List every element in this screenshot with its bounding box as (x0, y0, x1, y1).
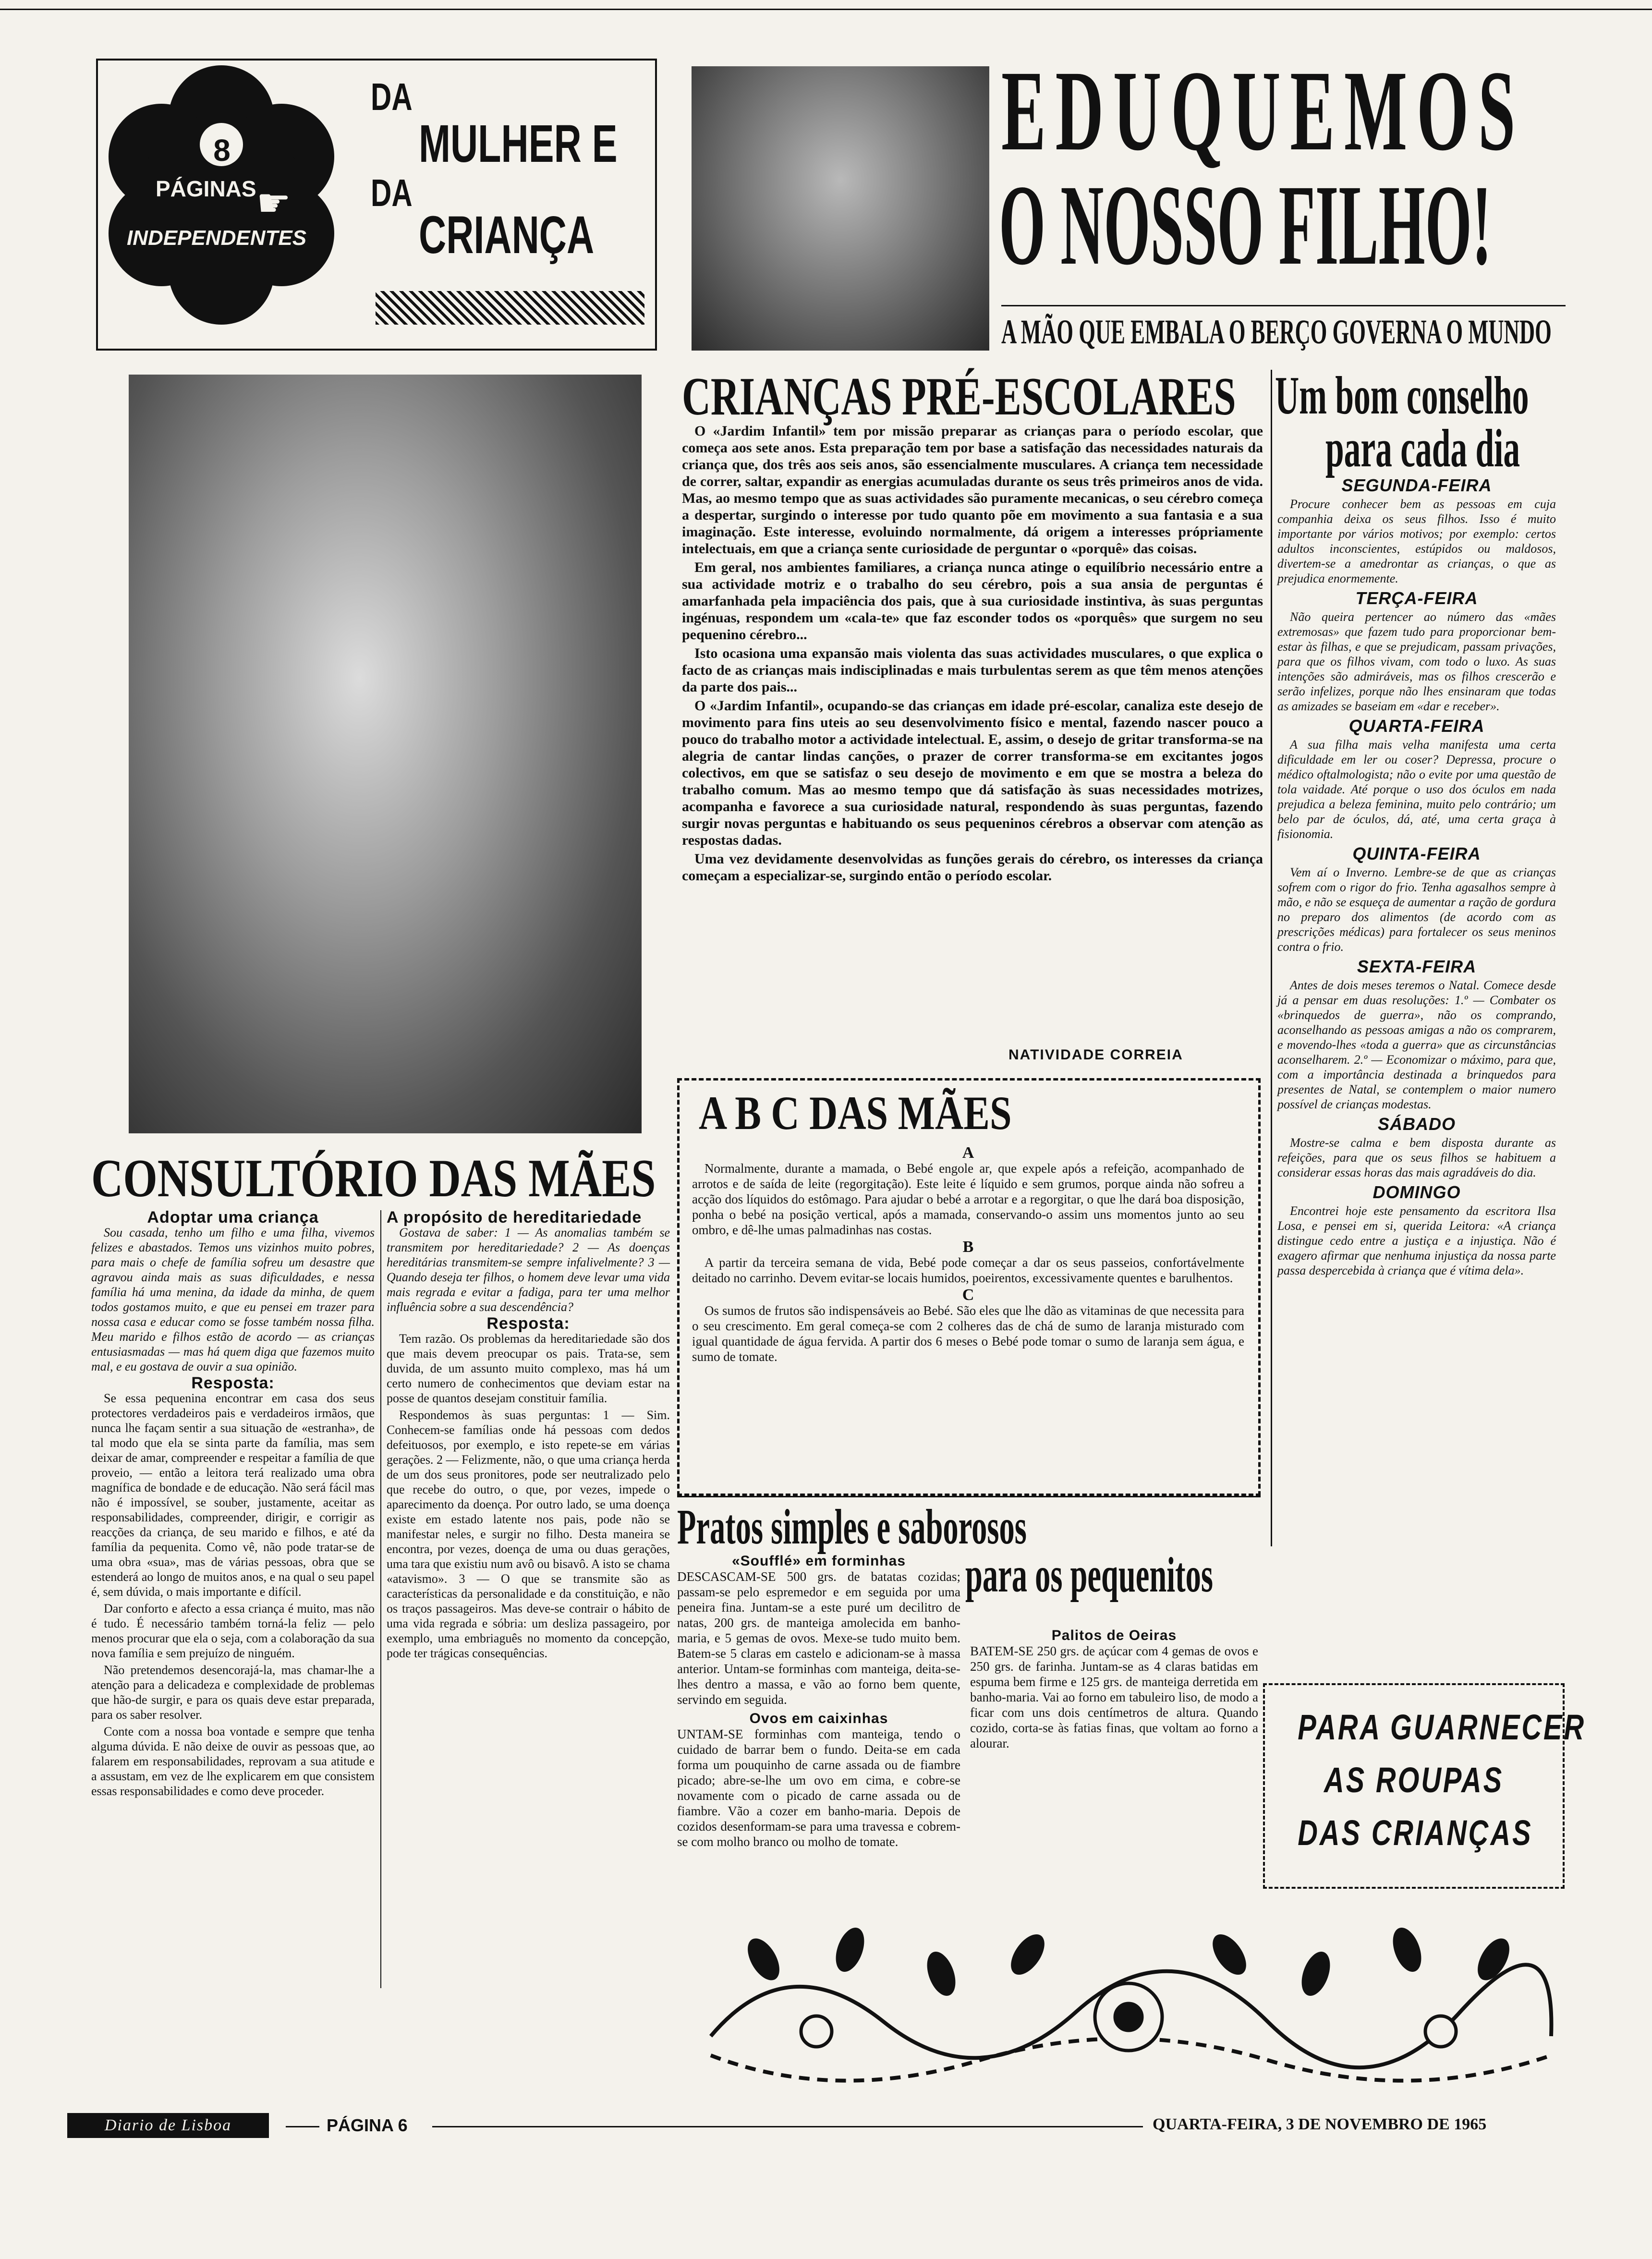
abc-paragraph: A partir da terceira semana de vida, Bebé pode começar a dar os seus passeios, confortávelmente deitado no carrinho. Devem evitar-se locais humidos, poeirentos, excessivamente quentes e barulhentos. (692, 1255, 1244, 1285)
consultorio-subheading: Adoptar uma criança (147, 1208, 319, 1227)
consultorio-answer: Conte com a nossa boa vontade e sempre que tenha alguma dúvida. E não deixe de ouvir as pessoas que, ao falarem em responsabilidades, reprovam a sua atitude e a assustam, em vez de lhe explicarem em que consistem essas responsabilidades e como deve proceder. (91, 1725, 375, 1798)
day-advice: Encontrei hoje este pensamento da escritora Ilsa Losa, e pensei em si, querida Leitora: «A criança distingue cedo entre a justiça e a injustiça. Não é exagero afirmar que nenhuma injustiça da nossa parte passa despercebida à criança que é vítima dela». (1277, 1204, 1556, 1277)
preescolares-paragraph: O «Jardim Infantil», ocupando-se das crianças em idade pré-escolar, canaliza este desejo de movimento para fins uteis ao seu desenvolvimento físico e mental, fazendo nascer pouco a pouco do trabalho motor a actividade intelectual. E, assim, o desejo de gritar transforma-se na alegria de cantar lindas canções, o prazer de correr transforma-se em excitantes jogos colectivos, em que se satisfaz o seu desejo de movimento e em que se mostra a beleza do trabalho comum. Mas ao mesmo tempo que dá satisfação às suas necessidades motrizes, acompanha e favorece a sua curiosidade natural, respondendo às suas perguntas, fazendo surgir novas perguntas e habituando os seus pequeninos cérebros a observar com atenção as respostas dadas. (682, 698, 1263, 848)
consultorio-divider (380, 1210, 381, 1988)
abc-body (692, 1145, 1244, 1366)
footer-rule (432, 2126, 1143, 2127)
consultorio-answer: Se essa pequenina encontrar em casa dos seus protectores verdadeiros pais e verdadeiros irmãos, que nunca lhe façam sentir a sua situação de «estranha», de tal modo que ela se sinta parte da família, mas sem deixar de amar, compreender e respeitar a família de que proveio, — então a leitora terá realizado uma obra magnífica de bondade e de educação. Não será fácil mas não é impossível, se souber, justamente, aceitar as responsabilidades, compreender, dirigir, e corrigir as reacções da criança, de seu marido e filhos, e até da família da pequenita. Como vê, não pode tratar-se de uma obra «sua», mas de várias pessoas, obra que se estenderá ao longo de muitos anos, e na qual o seu papel é, sem dúvida, o mais importante e difícil. (91, 1391, 375, 1599)
footer-date: QUARTA-FEIRA, 3 DE NOVEMBRO DE 1965 (1153, 2115, 1487, 2133)
pratos-col2 (970, 1628, 1258, 1753)
consultorio-answer: Dar conforto e afecto a essa criança é muito, mas não é tudo. É necessário também torná-la feliz — pelo menos procurar que ela o seja, com a colaboração da sua nova família e sem prejuízo de ninguém. (91, 1602, 375, 1660)
decorative-band (376, 291, 644, 325)
guarnecer-line1: PARA GUARNECER (1298, 1707, 1586, 1747)
abc-title: A B C DAS MÃES (699, 1086, 1012, 1140)
abc-box (677, 1078, 1261, 1496)
preescolares-title: CRIANÇAS PRÉ-ESCOLARES (682, 367, 1236, 426)
pointing-hand-icon: ☛ (256, 182, 291, 225)
consultorio-answer: Não pretendemos desencorajá-la, mas chamar-lhe a atenção para a delicadeza e complexidade de problemas que hão-de surgir, e para os quais deve estar preparada, para os saber resolver. (91, 1663, 375, 1722)
guarnecer-line3: DAS CRIANÇAS (1298, 1813, 1533, 1853)
preescolares-paragraph: O «Jardim Infantil» tem por missão preparar as crianças para o período escolar, que começa aos sete anos. Esta preparação tem por base a satisfação das necessidades naturais da criança que, dos três aos seis anos, são essencialmente musculares. A criança tem necessidade de correr, saltar, expandir as energias acumuladas durante os seus três primeiros anos de vida. Mas, ao mesmo tempo que as suas actividades são puramente mecanicas, o seu cérebro começa a despertar, surgindo o interesse por tudo quanto põe em movimento a sua fantasia e a sua imaginação. Este interesse, evoluindo normalmente, dá origem a interesses própriamente intelectuais, em que a criança sente curiosidade de perguntar o «porquê» das coisas. (682, 423, 1263, 557)
consultorio-title: CONSULTÓRIO DAS MÃES (91, 1149, 656, 1208)
recipe-title: «Soufflé» em forminhas (731, 1553, 906, 1569)
day-heading: TERÇA-FEIRA (1355, 588, 1478, 608)
day-advice: Mostre-se calma e bem disposta durante as refeições, para que os seus filhos se habituem a considerar essas horas das mais agradáveis do dia. (1277, 1136, 1556, 1179)
consultorio-letter: Gostava de saber: 1 — As anomalias também se transmitem por hereditariedade? 2 — As doenças hereditárias transmitem-se sempre infalivelmente? 3 — Quando deseja ter filhos, o homem deve levar uma vida mais regrada e evitar a fadiga, para ter uma melhor influência sobre a sua descendência? (387, 1226, 670, 1314)
portrait-photo-girl (129, 375, 642, 1133)
recipe-text: UNTAM-SE forminhas com manteiga, tendo o cuidado de barrar bem o fundo. Deita-se em cada forma um pouquinho de carne assada ou de fiambre picado; abre-se-lhe um ovo em cima, e cobre-se novamente com o picado de carne assada ou de fiambre. Vão a cozer em banho-maria. Depois de cozidos desenformam-se para uma travessa e cobrem-se com molho branco ou molho de tomate. (677, 1727, 960, 1849)
main-title-line1: EDUQUEMOS (1001, 47, 1525, 174)
section-title-da2: DA (371, 171, 413, 214)
consultorio-answer: Respondemos às suas perguntas: 1 — Sim. Conhecem-se famílias onde há pessoas com dedos defeituosos, por exemplo, e isto repete-se em várias gerações. 2 — Felizmente, não, o que uma criança herda de um dos seus pronitores, pode ser neutralizado pelo que recebe do outro, o que, por vezes, impede o aparecimento da doença. Por outro lado, se uma doença existe em estado latente nos pais, pode não se manifestar neles, e surgir no filho. Desta maneira se encontra, por vezes, doença de uma ou duas gerações, uma tara que existiu num avô ou bisavô. A isto se chama «atavismo». 3 — O que se transmite são as características da personalidade e da constituição, e não os traços passageiros. Mas deve-se contrair o hábito de uma vida regrada e sóbria: um desliza passageiro, por exemplo, uma embriaguês no momento da concepção, pode ter trágicas consequências. (387, 1408, 670, 1660)
footer-paper-name: Diario de Lisboa (67, 2113, 269, 2138)
badge-line2: INDEPENDENTES (127, 226, 307, 250)
subtitle-rule (1001, 305, 1566, 306)
day-heading: SÁBADO (1377, 1114, 1456, 1134)
conselho-title-1: Um bom conselho (1275, 366, 1529, 425)
recipe-text: DESCASCAM-SE 500 grs. de batatas cozidas; passam-se pelo espremedor e em seguida por uma peneira fina. Juntam-se a este puré um decilitro de natas, 200 grs. de manteiga amolecida em banho-maria, e 5 gemas de ovos. Mexe-se tudo muito bem. Batem-se 5 claras em castelo e adicionam-se à massa anterior. Untam-se forminhas com manteiga, deita-se-lhes dentro a massa, e vão ao forno bem quente, servindo em seguida. (677, 1569, 960, 1707)
main-title-line2: O NOSSO FILHO! (999, 161, 1492, 289)
consultorio-subheading: A propósito de hereditariedade (387, 1208, 642, 1227)
preescolares-paragraph: Em geral, nos ambientes familiares, a criança nunca atinge o equilíbrio necessário entre a sua actividade motriz e o trabalho do seu cérebro, pois a sua ansia de perguntas é amarfanhada pela impaciência dos pais, que à sua curiosidade instintiva, às suas perguntas ingénuas, respondem um «cala-te» que faz esconder todos os «porquês» que surgem no seu pequenino cérebro... (682, 559, 1263, 643)
guarnecer-box (1263, 1683, 1586, 1889)
footer-rule (286, 2126, 319, 2127)
pratos-title-2: para os pequenitos (965, 1547, 1213, 1603)
recipe-text: BATEM-SE 250 grs. de açúcar com 4 gemas de ovos e 250 grs. de farinha. Juntam-se as 4 claras batidas em espuma bem firme e 125 grs. de manteiga derretida em banho-maria. Vai ao forno em tabuleiro liso, de modo a ficar com uns dois centímetros de altura. Quando cozido, corta-se às fatias finas, que voltam ao forno a alourar. (970, 1644, 1258, 1750)
abc-paragraph: Normalmente, durante a mamada, o Bebé engole ar, que expele após a refeição, acompanhado de arrotos e de saída de leite (regorgitação). Este leite é líquido e sem grumos, porque ainda não sofreu a acção dos líquidos do estômago. Para ajudar o bebé a arrotar e a regorgitar, o que lhe dará boa disposição, ponha o bebé na posição vertical, após a mamada, conservando-o assim uns momentos junto ao seu ombro, e dê-lhe umas palmadinhas nas costas. (692, 1161, 1244, 1237)
consultorio-col2 (387, 1210, 670, 1663)
section-title-crianca: CRIANÇA (419, 206, 595, 265)
abc-letter: C (962, 1286, 974, 1304)
header-photo-child (692, 66, 989, 351)
consultorio-resposta: Resposta: (191, 1374, 275, 1392)
day-heading: QUINTA-FEIRA (1352, 844, 1481, 863)
preescolares-paragraph: Uma vez devidamente desenvolvidas as funções gerais do cérebro, os interesses da criança começam a especializar-se, surgindo então o período escolar. (682, 851, 1263, 884)
section-masthead (96, 59, 657, 351)
preescolares-paragraph: Isto ocasiona uma expansão mais violenta das suas actividades musculares, o que explica o facto de as crianças mais indisciplinadas e mais turbulentas serem as que têm menos atenções da parte dos pais... (682, 645, 1263, 695)
day-heading: DOMINGO (1373, 1182, 1461, 1202)
consultorio-resposta: Resposta: (486, 1314, 570, 1333)
footer-page: PÁGINA 6 (327, 2115, 408, 2135)
section-title-mulher: MULHER E (419, 114, 618, 173)
abc-paragraph: Os sumos de frutos são indispensáveis ao Bebé. São eles que lhe dão as vitaminas de que necessita para o seu crescimento. Em geral começa-se com 2 colheres das de chá de sumo de laranja misturado com igual quantidade de água fervida. A partir dos 6 meses o Bebé pode tomar o sumo de laranja sem água, e sumo de tomate. (692, 1303, 1244, 1364)
consultorio-col1 (91, 1210, 375, 1800)
column-divider (1271, 370, 1272, 1546)
embroidery-pattern-icon (692, 1916, 1566, 2103)
consultorio-answer: Tem razão. Os problemas da hereditariedade são dos que mais devem preocupar os pais. Trata-se, sem duvida, de um assunto muito complexo, mas há um certo numero de conhecimentos que deviam estar na posse de quantos desejam constituir família. (387, 1332, 670, 1405)
day-advice: Não queira pertencer ao número das «mães extremosas» que fazem tudo para proporcionar bem-estar às filhas, e que se prejudicam, passam privações, para que os filhos vivam, com todo o luxo. As suas intenções são admiráveis, mas os filhos crescerão e serão infelizes, porque não lhes ensinaram que todas as amizades se baseiam em «dar e receber». (1277, 610, 1556, 713)
pratos-title-1: Pratos simples e saborosos (677, 1499, 1027, 1555)
conselho-body (1277, 473, 1556, 1280)
abc-letter: A (962, 1144, 974, 1162)
recipe-title: Palitos de Oeiras (1051, 1627, 1177, 1643)
day-heading: SEXTA-FEIRA (1357, 957, 1477, 976)
day-advice: Vem aí o Inverno. Lembre-se de que as crianças sofrem com o rigor do frio. Tenha agasalhos sempre à mão, e não se esqueça de aumentar a ração de gordura no preparo dos alimentos (de acordo com as prescrições médicas) para fortalecer os seus meninos contra o frio. (1277, 865, 1556, 954)
day-advice: Antes de dois meses teremos o Natal. Comece desde já a pensar em duas resoluções: 1.º — Combater os «brinquedos de guerra», não os comprando, aconselhando as pessoas amigas a não os comprarem, e movendo-lhes «toda a guerra» que as circunstâncias aconselharem. 2.º — Economizar o máximo, para que, com a importância destinada a brinquedos para presentes de Natal, se contemplem o maior numero possível de crianças modestas. (1277, 978, 1556, 1111)
conselho-title-2: para cada dia (1325, 419, 1520, 478)
preescolares-author: NATIVIDADE CORREIA (1008, 1047, 1183, 1063)
day-heading: SEGUNDA-FEIRA (1341, 475, 1492, 495)
recipe-title: Ovos em caixinhas (749, 1711, 888, 1726)
consultorio-letter: Sou casada, tenho um filho e uma filha, vivemos felizes e abastados. Temos uns vizinhos muito pobres, para mais o chefe de família sofreu um desastre que agravou ainda mais as suas dificuldades, e nessa família há uma menina, da idade da minha, de quem todos gostamos muito, e que eu pensei em trazer para nossa casa e educar como se fosse também nossa filha. Meu marido e filhos estão de acordo — as crianças entusiasmadas — mas há quem diga que fazemos muito mal, e eu gostava de ouvir a sua opinião. (91, 1226, 375, 1373)
preescolares-body (682, 423, 1263, 886)
badge-line1: PÁGINAS (156, 176, 256, 201)
badge-number: 8 (213, 133, 231, 168)
pratos-rule (677, 1496, 1261, 1497)
day-advice: A sua filha mais velha manifesta uma certa dificuldade em ler ou coser? Depressa, procure o médico oftalmologista; não o evite por uma questão de tola vaidade. Até porque o uso dos óculos em nada prejudica a beleza feminina, muito pelo contrário; um belo par de óculos, dá, até, uma certa graça à fisionomia. (1277, 738, 1556, 841)
guarnecer-line2: AS ROUPAS (1324, 1760, 1504, 1800)
top-rule (0, 9, 1652, 10)
abc-letter: B (962, 1238, 974, 1256)
pratos-col1 (677, 1554, 960, 1851)
day-advice: Procure conhecer bem as pessoas em cuja companhia deixa os seus filhos. Isso é muito importante por vários motivos; por exemplo: certos adultos inconscientes, estúpidos ou maldosos, divertem-se a amedrontar as crianças, o que as prejudica enormemente. (1277, 497, 1556, 585)
main-subtitle: A MÃO QUE EMBALA O BERÇO GOVERNA O MUNDO (1001, 313, 1552, 351)
section-title-da: DA (371, 75, 413, 118)
day-heading: QUARTA-FEIRA (1348, 716, 1485, 736)
